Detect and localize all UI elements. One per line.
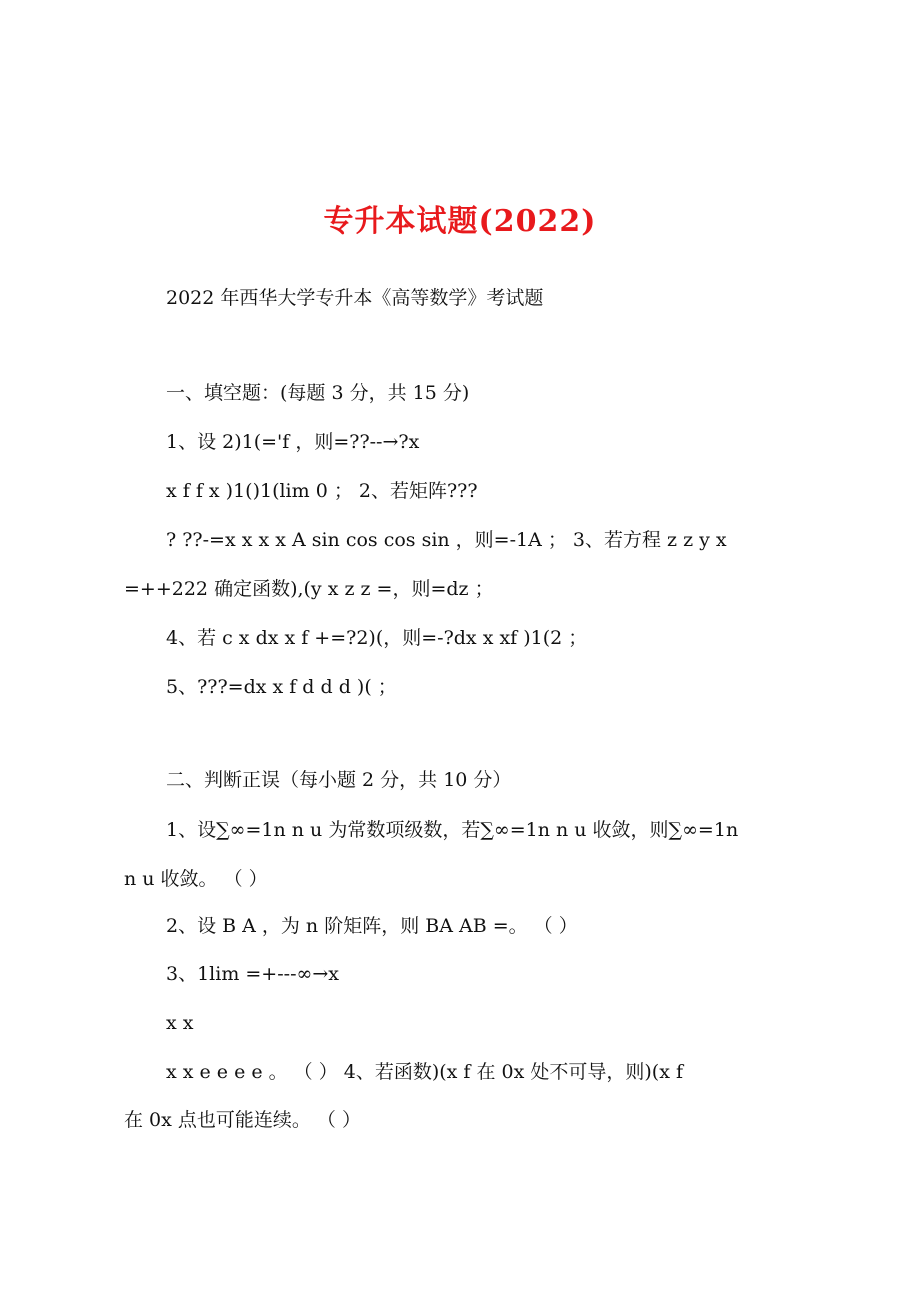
true-false-line: 1、设∑∞=1n n u 为常数项级数，若∑∞=1n n u 收敛，则∑∞=1n (166, 819, 739, 841)
document-title: 专升本试题(2022) (323, 204, 597, 239)
true-false-line: n u 收敛。 （ ） (124, 868, 268, 890)
true-false-line: 在 0x 点也可能连续。 （ ） (124, 1109, 361, 1131)
document-subtitle: 2022 年西华大学专升本《高等数学》考试题 (166, 287, 544, 309)
fill-in-line: ? ??-=x x x x A sin cos cos sin ，则=-1A ； 3、若方程 z z y x (166, 529, 727, 551)
fill-in-line: x f f x )1()1(lim 0 ； 2、若矩阵??? (166, 480, 478, 502)
true-false-line: 3、1lim =+---∞→x (166, 963, 339, 985)
true-false-line: 2、设 B A ，为 n 阶矩阵，则 BA AB =。 （ ） (166, 915, 578, 937)
true-false-line: x x e e e e 。 （ ） 4、若函数)(x f 在 0x 处不可导，则)(x f (166, 1061, 683, 1083)
fill-in-line: 5、???=dx x f d d d )( ； (166, 676, 397, 698)
section-heading-true-false: 二、判断正误（每小题 2 分，共 10 分） (166, 769, 512, 791)
section-heading-fill-in: 一、填空题：(每题 3 分，共 15 分) (166, 382, 470, 404)
fill-in-line: 4、若 c x dx x f +=?2)(，则=-?dx x xf )1(2 ； (166, 627, 588, 649)
true-false-line: x x (166, 1012, 194, 1034)
fill-in-line: =++222 确定函数),(y x z z =，则=dz ； (124, 578, 494, 600)
fill-in-line: 1、设 2)1(='f ，则=??--→?x (166, 431, 420, 453)
